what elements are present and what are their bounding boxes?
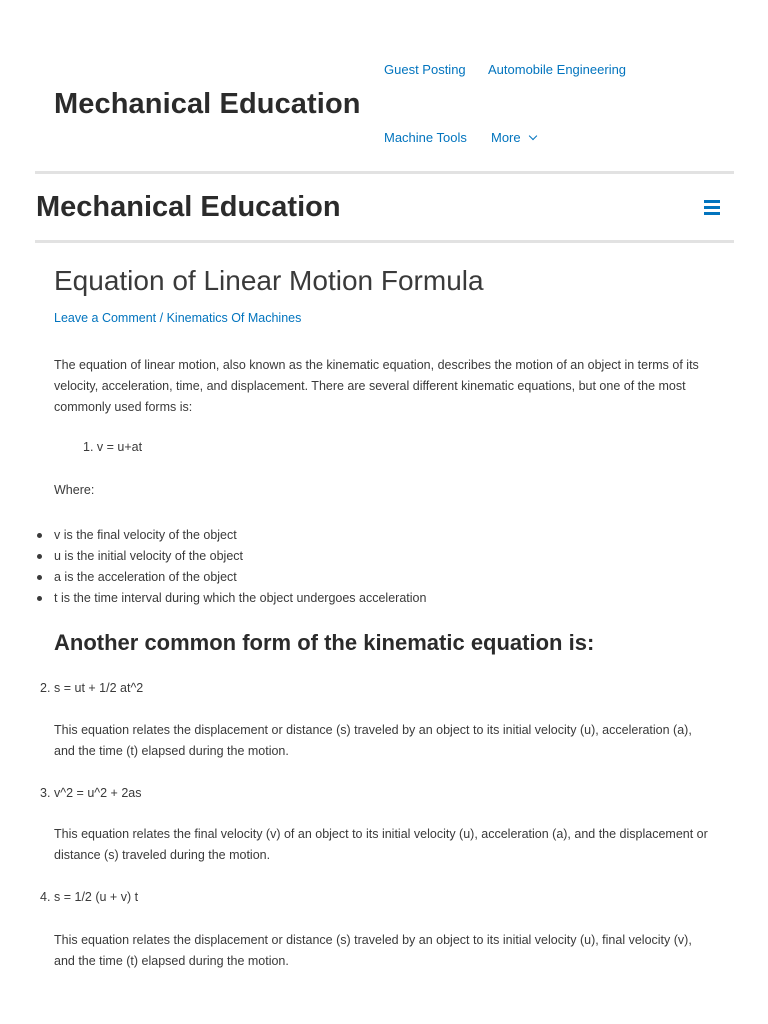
equation-3 (40, 786, 141, 800)
site-title[interactable]: Mechanical Education (54, 88, 361, 120)
header-divider (35, 171, 734, 174)
nav-item-more[interactable] (491, 130, 536, 145)
nav-item-more-label: More (491, 130, 521, 145)
nav-item-automobile-engineering[interactable]: Automobile Engineering (488, 62, 627, 77)
equation-4-description: This equation relates the displacement or distance (s) traveled by an object to its initial velocity (u), final velocity (v), and the time (t) elapsed during the motion. (54, 933, 692, 968)
list-item: u is the initial velocity of the object (36, 546, 426, 567)
equation-2 (40, 681, 143, 695)
leave-comment-link[interactable]: Leave a Comment (54, 311, 157, 325)
equation-1-number: 1. (83, 440, 94, 454)
equation-4 (40, 890, 138, 904)
chevron-down-icon (528, 132, 536, 140)
hamburger-menu-icon[interactable] (704, 198, 722, 216)
article-meta (54, 311, 301, 325)
mobile-header-divider (35, 240, 734, 243)
category-link[interactable]: Kinematics Of Machines (166, 311, 302, 325)
equation-1-text: v = u+at (96, 440, 143, 454)
where-label: Where: (54, 483, 95, 497)
variable-list (36, 525, 426, 609)
equation-2-description: This equation relates the displacement or distance (s) traveled by an object to its initial velocity (u), acceleration (a), and the time (t) elapsed during the motion. (54, 723, 692, 758)
section-heading: Another common form of the kinematic equation is: (54, 630, 595, 655)
equation-3-description: This equation relates the final velocity (v) of an object to its initial velocity (u), acceleration (a), and the displacement or distance (s) traveled during the motion. (54, 827, 708, 862)
list-item: a is the acceleration of the object (36, 567, 426, 588)
equation-1 (83, 440, 142, 454)
primary-navigation (384, 62, 684, 152)
equation-2-text: s = ut + 1/2 at^2 (54, 681, 144, 695)
nav-item-machine-tools[interactable]: Machine Tools (384, 130, 467, 145)
mobile-site-title[interactable]: Mechanical Education (36, 191, 341, 223)
equation-4-number: 4. (40, 890, 51, 904)
article-title: Equation of Linear Motion Formula (54, 265, 484, 296)
equation-2-number: 2. (40, 681, 51, 695)
equation-3-number: 3. (40, 786, 51, 800)
nav-item-guest-posting[interactable]: Guest Posting (384, 62, 466, 77)
list-item: v is the final velocity of the object (36, 525, 426, 546)
meta-separator: / (159, 311, 164, 325)
intro-paragraph: The equation of linear motion, also known as the kinematic equation, describes the motion of an object in terms of its velocity, acceleration, time, and displacement. There are several different kinematic equations, but one of the most commonly used forms is: (54, 358, 699, 414)
list-item: t is the time interval during which the object undergoes acceleration (36, 588, 426, 609)
equation-3-text: v^2 = u^2 + 2as (54, 786, 142, 800)
equation-4-text: s = 1/2 (u + v) t (54, 890, 139, 904)
